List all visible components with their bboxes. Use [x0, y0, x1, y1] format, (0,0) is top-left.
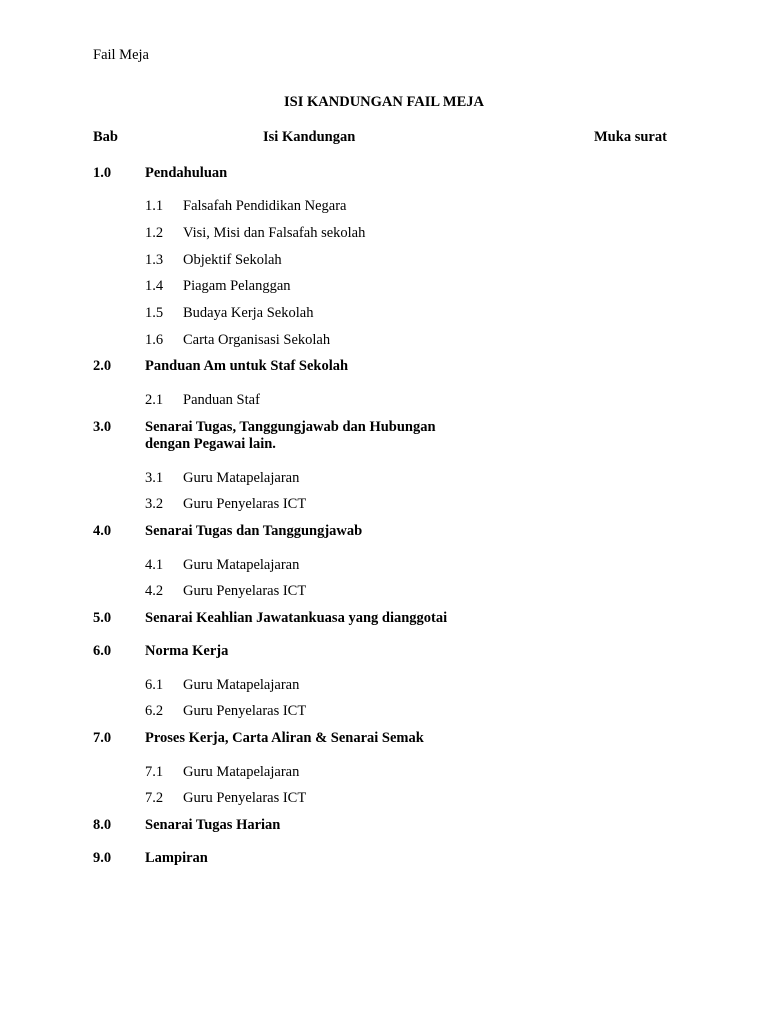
document-title: ISI KANDUNGAN FAIL MEJA: [284, 94, 484, 110]
subsection-number: 6.1: [145, 677, 164, 693]
subsection-number: 1.3: [145, 252, 164, 268]
subsection-number: 1.2: [145, 225, 164, 241]
subsection-title: Falsafah Pendidikan Negara: [183, 198, 347, 214]
subsection-title: Panduan Staf: [183, 392, 260, 408]
subsection-number: 6.2: [145, 703, 164, 719]
section-number: 4.0: [93, 523, 112, 539]
subsection-title: Guru Penyelaras ICT: [183, 583, 307, 599]
subsection-title: Guru Penyelaras ICT: [183, 496, 307, 512]
section-title: Senarai Tugas dan Tanggungjawab: [145, 523, 363, 539]
section-number: 9.0: [93, 850, 112, 866]
subsection-title: Guru Penyelaras ICT: [183, 790, 307, 806]
section-title: Norma Kerja: [145, 643, 229, 659]
column-header-isi-kandungan: Isi Kandungan: [263, 129, 356, 145]
subsection-title: Guru Penyelaras ICT: [183, 703, 307, 719]
subsection-number: 1.5: [145, 305, 164, 321]
section-number: 2.0: [93, 358, 112, 374]
subsection-number: 7.2: [145, 790, 164, 806]
subsection-number: 1.1: [145, 198, 164, 214]
subsection-number: 4.2: [145, 583, 164, 599]
subsection-number: 4.1: [145, 557, 164, 573]
section-number: 7.0: [93, 730, 112, 746]
section-title: Panduan Am untuk Staf Sekolah: [145, 358, 349, 374]
section-number: 5.0: [93, 610, 112, 626]
header-label: Fail Meja: [93, 47, 149, 63]
section-title: dengan Pegawai lain.: [145, 436, 276, 452]
section-title: Pendahuluan: [145, 165, 228, 181]
subsection-number: 3.2: [145, 496, 164, 512]
subsection-title: Guru Matapelajaran: [183, 677, 300, 693]
column-header-bab: Bab: [93, 129, 118, 145]
section-title: Lampiran: [145, 850, 208, 866]
subsection-number: 2.1: [145, 392, 164, 408]
subsection-title: Carta Organisasi Sekolah: [183, 332, 331, 348]
section-number: 6.0: [93, 643, 112, 659]
subsection-title: Piagam Pelanggan: [183, 278, 291, 294]
subsection-title: Guru Matapelajaran: [183, 764, 300, 780]
subsection-number: 1.6: [145, 332, 164, 348]
section-title: Senarai Tugas Harian: [145, 817, 281, 833]
subsection-number: 3.1: [145, 470, 164, 486]
section-title: Senarai Tugas, Tanggungjawab dan Hubungan: [145, 419, 436, 435]
subsection-title: Budaya Kerja Sekolah: [183, 305, 314, 321]
subsection-title: Guru Matapelajaran: [183, 557, 300, 573]
subsection-title: Visi, Misi dan Falsafah sekolah: [183, 225, 366, 241]
subsection-title: Objektif Sekolah: [183, 252, 282, 268]
subsection-title: Guru Matapelajaran: [183, 470, 300, 486]
section-title: Senarai Keahlian Jawatankuasa yang dianggotai: [145, 610, 448, 626]
section-number: 8.0: [93, 817, 112, 833]
subsection-number: 1.4: [145, 278, 164, 294]
column-header-muka-surat: Muka surat: [594, 129, 667, 145]
subsection-number: 7.1: [145, 764, 164, 780]
section-number: 1.0: [93, 165, 112, 181]
section-title: Proses Kerja, Carta Aliran & Senarai Semak: [145, 730, 424, 746]
section-number: 3.0: [93, 419, 112, 435]
